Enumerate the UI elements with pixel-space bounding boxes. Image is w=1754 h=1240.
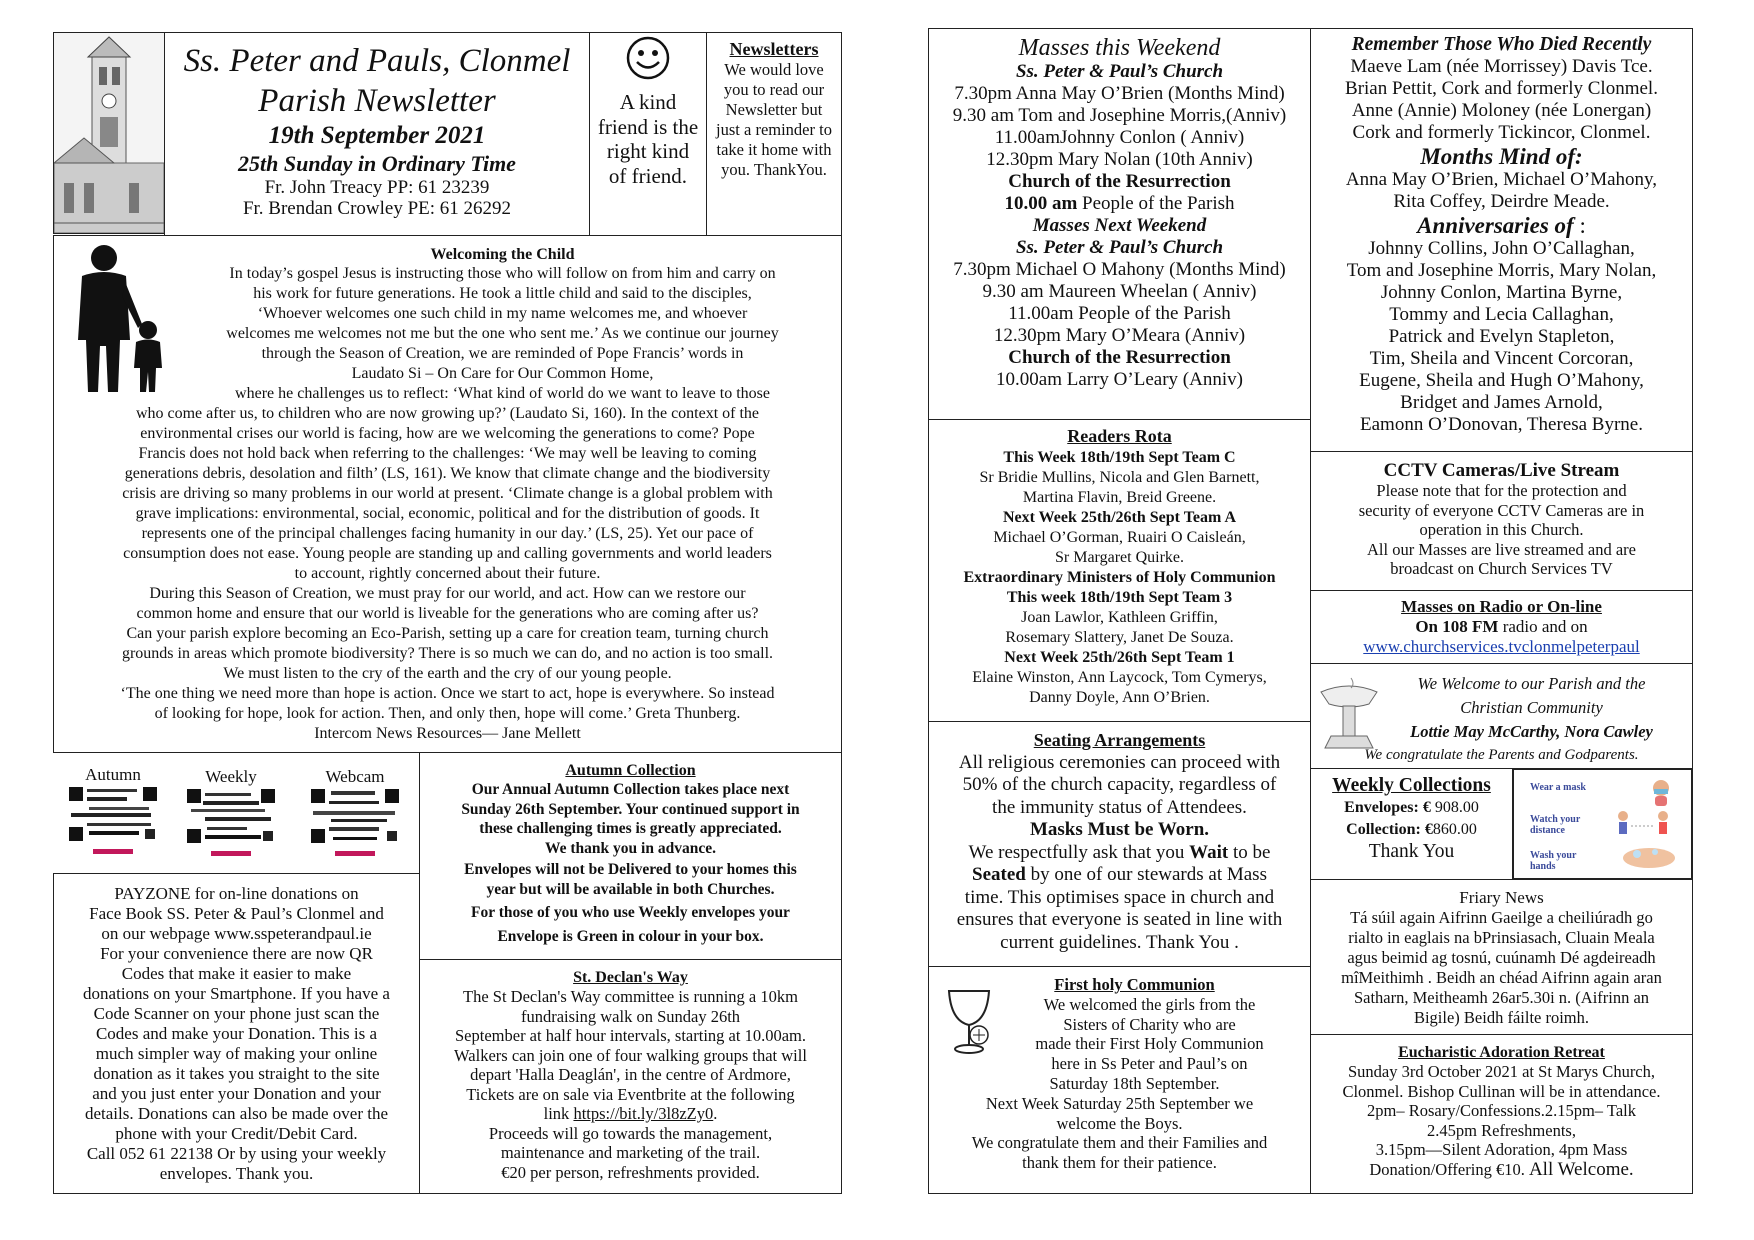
declan-line: Proceeds will go towards the management, — [488, 1123, 773, 1143]
wait-word: Wait — [1189, 841, 1229, 863]
months-mind-line: Rita Coffey, Deirdre Meade. — [1393, 191, 1610, 212]
declan-line: The St Declan's Way committee is running a 10km — [463, 987, 798, 1006]
newsletters-box — [706, 32, 842, 236]
body-line: his work for future generations. He took a little child and said to the disciples, — [253, 285, 752, 302]
qr-code-autumn[interactable] — [67, 785, 159, 843]
payzone-line: and you just enter your Donation and your — [92, 1084, 381, 1103]
mass-entry: 12.30pm Mary O’Meara (Anniv) — [993, 325, 1246, 346]
next-weekend-heading: Masses Next Weekend — [1032, 215, 1207, 236]
payzone-line: donation as it takes you straight to the site — [93, 1064, 380, 1083]
body-line: crisis are driving so many problems in our world at present. ‘Climate change is a global problem with — [122, 485, 773, 502]
seating-line: time. This optimises space in church and — [964, 886, 1275, 908]
body-line: through the Season of Creation, we are reminded of Pope Francis’ words in — [261, 345, 744, 362]
body-line: In today’s gospel Jesus is instructing those who will follow on from him and carry on — [229, 265, 776, 282]
cctv-heading: CCTV Cameras/Live Stream — [1383, 460, 1620, 481]
body-line: environmental crises our world is facing, how are we welcoming the generations to come? Pope — [140, 425, 755, 442]
radio-online-section — [1310, 590, 1693, 664]
radio-text: radio and on — [1498, 617, 1588, 636]
rota-names: Sr Bridie Mullins, Nicola and Glen Barnett, — [979, 468, 1260, 486]
collection-value: 860.00 — [1432, 821, 1477, 838]
baptism-line: We Welcome to our Parish and the — [1417, 674, 1646, 693]
qr-codes-strip — [53, 760, 419, 870]
masses-church1: Ss. Peter & Paul’s Church — [1015, 61, 1224, 82]
communion-line: Next Week Saturday 25th September we — [985, 1093, 1254, 1113]
friary-line: Bigile) Beidh fáilte roimh. — [1413, 1008, 1590, 1027]
body-line: where he challenges us to reflect: ‘What kind of world do we want to leave to those — [235, 385, 770, 402]
baptism-line: Christian Community — [1460, 698, 1603, 717]
masses-section — [928, 28, 1311, 420]
rota-team-heading: This Week 18th/19th Sept Team C — [1003, 448, 1236, 466]
autumn-line: Our Annual Autumn Collection takes place next — [471, 781, 790, 798]
adoration-heading: Eucharistic Adoration Retreat — [1398, 1044, 1605, 1061]
anniversary-line: Bridget and James Arnold, — [1400, 392, 1603, 413]
anniversary-line: Johnny Collins, John O’Callaghan, — [1368, 238, 1635, 259]
qr-label-weekly: Weekly — [205, 767, 257, 786]
remember-deceased-section — [1310, 28, 1693, 452]
declan-line: Walkers can join one of four walking groups that will — [454, 1045, 807, 1065]
first-communion-section — [928, 966, 1311, 1194]
body-line: to account, rightly concerned about their future. — [294, 565, 601, 582]
radio-frequency: On 108 FM — [1415, 617, 1499, 636]
body-line: generations debris, desolation and filth’ (LS, 161). We know that climate change and the biodiversity — [124, 465, 771, 482]
parish-priest: Fr. John Treacy PP: 61 23239 — [264, 177, 490, 198]
seated-word: Seated — [972, 864, 1026, 885]
anniversary-line: Tim, Sheila and Vincent Corcoran, — [1369, 348, 1634, 369]
anniversary-line: Eamonn O’Donovan, Theresa Byrne. — [1360, 414, 1643, 435]
declan-line: €20 per person, refreshments provided. — [501, 1162, 760, 1182]
cctv-section — [1310, 451, 1693, 591]
months-mind-line: Anna May O’Brien, Michael O’Mahony, — [1345, 169, 1658, 190]
qr-label-autumn: Autumn — [85, 765, 141, 784]
autumn-line: For those of you who use Weekly envelopes your — [471, 904, 790, 921]
payzone-line: donations on your Smartphone. If you have a — [83, 984, 390, 1003]
baptism-names: Lottie May McCarthy, Nora Cawley — [1410, 722, 1653, 741]
mass-entry: 11.00amJohnny Conlon ( Anniv) — [994, 127, 1245, 148]
seating-line: the immunity status of Attendees. — [992, 796, 1247, 818]
anniversary-line: Tommy and Lecia Callaghan, — [1389, 304, 1614, 325]
newsletters-text: We would love you to read our Newsletter but just a reminder to take it home with you. ThankYou. — [716, 60, 832, 179]
payzone-line: on our webpage www.sspeterandpaul.ie — [101, 924, 372, 943]
masses-church2: Church of the Resurrection — [1008, 171, 1231, 192]
body-line: represents one of the principal challenges facing humanity in our day.’ (LS, 25). Yet our pace of — [141, 525, 754, 542]
newsletters-heading: Newsletters — [729, 39, 819, 59]
body-line: consumption does not ease. Young people are standing up and calling governments and world leaders — [123, 545, 772, 562]
payzone-line: phone with your Credit/Debit Card. — [115, 1124, 358, 1143]
newsletter-header — [164, 32, 590, 236]
res-next: 10.00am Larry O’Leary (Anniv) — [996, 369, 1243, 390]
masses-church3: Ss. Peter & Paul’s Church — [1015, 237, 1224, 258]
body-line: ‘Whoever welcomes one such child in my name welcomes me, and whoever — [257, 305, 748, 322]
cctv-line: broadcast on Church Services TV — [1390, 559, 1613, 578]
st-declans-way-section — [419, 959, 842, 1194]
envelopes-value: 908.00 — [1430, 799, 1479, 816]
link-suffix: . — [713, 1104, 718, 1123]
rota-team-heading: This week 18th/19th Sept Team 3 — [1006, 588, 1233, 606]
deceased-line: Maeve Lam (née Morrissey) Davis Tce. — [1350, 56, 1653, 77]
payzone-line: much simpler way of making your online — [95, 1044, 378, 1063]
autumn-line: We thank you in advance. — [545, 839, 716, 857]
payzone-line: details. Donations can also be made over the — [84, 1104, 389, 1123]
autumn-collection-section — [419, 752, 842, 960]
seating-text: to be — [1228, 841, 1271, 863]
welcoming-body — [54, 264, 841, 744]
declan-line: depart 'Halla Deaglán', in the centre of Ardmore, — [470, 1065, 791, 1084]
anniv-colon: : — [1573, 213, 1586, 238]
body-line: who come after us, to children who are now growing up?’ (Laudato Si, 160). In the context of the — [135, 405, 760, 422]
friary-line: mîMeithimh . Beidh an chéad Aifrinn again aran — [1341, 968, 1662, 987]
rota-names: Joan Lawlor, Kathleen Griffin, — [1021, 608, 1218, 626]
body-line: Can your parish explore becoming an Eco-Parish, setting up a care for creation team, turning church — [126, 625, 769, 642]
readers-heading: Readers Rota — [1067, 426, 1172, 446]
autumn-heading: Autumn Collection — [565, 762, 696, 779]
smiley-icon — [625, 35, 671, 81]
rota-names: Michael O’Gorman, Ruairi O Caisleán, — [993, 528, 1246, 546]
seating-line: ensures that everyone is seated in line with — [956, 909, 1283, 930]
payzone-section — [53, 873, 420, 1194]
anniversary-line: Johnny Conlon, Martina Byrne, — [1380, 282, 1623, 303]
payzone-line: Codes that make it easier to make — [121, 964, 352, 983]
body-line: During this Season of Creation, we must pray for our world, and act. How can we restore our — [149, 585, 746, 602]
rota-names: Elaine Winston, Ann Laycock, Tom Cymerys, — [972, 668, 1267, 686]
cctv-line: operation in this Church. — [1419, 520, 1584, 539]
adoration-donation: Donation/Offering €10. — [1369, 1159, 1529, 1179]
payzone-badge — [93, 849, 133, 854]
newsletter-title: Parish Newsletter — [258, 83, 496, 119]
welcoming-credit: Intercom News Resources— Jane Mellett — [314, 725, 581, 742]
seating-section — [928, 721, 1311, 967]
friary-line: Tá súil again Aifrinn Gaeilge a cheiliúradh go — [1350, 908, 1653, 927]
seating-line: 50% of the church capacity, regardless of — [962, 774, 1277, 795]
friary-news-section — [1310, 879, 1693, 1035]
communion-line: made their First Holy Communion — [1035, 1034, 1264, 1054]
body-line: ‘The one thing we need more than hope is action. Once we start to act, hope is everywhere. So instead — [120, 685, 775, 702]
envelopes-label: Envelopes: € — [1344, 799, 1431, 816]
eucharistic-adoration-section — [1310, 1034, 1693, 1194]
declan-heading: St. Declan's Way — [573, 969, 688, 986]
months-mind-heading: Months Mind of: — [1420, 144, 1583, 169]
seating-heading: Seating Arrangements — [1033, 730, 1206, 750]
masks-notice: Masks Must be Worn. — [1029, 819, 1210, 840]
seating-text: We respectfully ask that you — [968, 841, 1190, 863]
payzone-badge — [211, 851, 251, 856]
mass-entry: 7.30pm Anna May O’Brien (Months Mind) — [954, 83, 1285, 104]
rota-names: Rosemary Slattery, Janet De Souza. — [1005, 628, 1234, 646]
autumn-line: Sunday 26th September. Your continued support in — [461, 800, 800, 818]
cctv-line: All our Masses are live streamed and are — [1367, 539, 1636, 559]
body-line: common home and ensure that our world is liveable for the generations who are coming after us? — [136, 605, 759, 622]
payzone-line: Codes and make your Donation. This is a — [95, 1024, 378, 1043]
masses-heading: Masses this Weekend — [1018, 35, 1221, 61]
cctv-line: Please note that for the protection and — [1376, 481, 1627, 500]
res-text: People of the Parish — [1077, 193, 1235, 214]
communion-line: Sisters of Charity who are — [1063, 1014, 1236, 1034]
weekly-collections-section — [1310, 768, 1513, 880]
friary-heading: Friary News — [1459, 888, 1544, 907]
rota-team-heading: Next Week 25th/26th Sept Team A — [1002, 508, 1237, 526]
welcoming-heading: Welcoming the Child — [430, 246, 575, 263]
autumn-line: Envelopes will not be Delivered to your homes this — [464, 861, 797, 878]
masses-church4: Church of the Resurrection — [1008, 347, 1231, 368]
autumn-line: Envelope is Green in colour in your box. — [497, 927, 764, 945]
payzone-line: Code Scanner on your phone just scan the — [93, 1004, 380, 1023]
adoration-line: Clonmel. Bishop Cullinan will be in attendance. — [1342, 1081, 1661, 1101]
declan-eventbrite-link[interactable]: https://bit.ly/3l8zZy0 — [573, 1104, 714, 1123]
mass-entry: 12.30pm Mary Nolan (10th Anniv) — [986, 149, 1253, 170]
body-line: grounds in areas which promote biodiversity? There is so much we can do, and no action is too small. — [121, 645, 774, 662]
parish-title: Ss. Peter and Pauls, Clonmel — [183, 43, 571, 79]
remember-heading: Remember Those Who Died Recently — [1351, 34, 1652, 55]
friary-line: Satharn, Meitheamh 26ar5.30i n. (Aifrinn an — [1353, 988, 1650, 1007]
body-line: We must listen to the cry of the earth and the cry of our young people. — [223, 665, 672, 682]
communion-line: here in Ss Peter and Paul’s on — [1051, 1054, 1248, 1074]
adoration-line: 2.45pm Refreshments, — [1427, 1120, 1576, 1140]
qr-label-webcam: Webcam — [325, 767, 385, 786]
anniversary-line: Eugene, Sheila and Hugh O’Mahony, — [1359, 370, 1644, 391]
autumn-line: these challenging times is greatly appreciated. — [479, 820, 782, 837]
rota-names: Danny Doyle, Ann O’Brien. — [1029, 688, 1210, 706]
communion-line: welcome the Boys. — [1056, 1113, 1183, 1133]
payzone-line: For your convenience there are now QR — [100, 944, 373, 963]
mass-entry: 7.30pm Michael O Mahony (Months Mind) — [953, 259, 1286, 280]
seating-text: by one of our stewards at Mass — [1025, 864, 1267, 885]
mass-entry: 9.30 am Maureen Wheelan ( Anniv) — [982, 281, 1257, 302]
church-services-link[interactable]: www.churchservices.tvclonmelpeterpaul — [1363, 637, 1640, 656]
church-tower-illustration — [54, 33, 164, 233]
body-line: Francis does not hold back when referring to the challenges: ‘We may well be leaving to coming — [138, 445, 757, 462]
friend-quote-box — [589, 32, 707, 236]
deceased-line: Anne (Annie) Moloney (née Lonergan) — [1351, 100, 1652, 121]
collections-heading: Weekly Collections — [1332, 775, 1491, 796]
radio-heading: Masses on Radio or On-line — [1401, 597, 1602, 616]
payzone-line: PAYZONE for on-line donations on — [114, 884, 359, 903]
mass-entry: 11.00am People of the Parish — [1008, 303, 1231, 324]
adoration-line: 2pm– Rosary/Confessions.2.15pm– Talk — [1367, 1101, 1636, 1120]
friend-quote: A kind friend is the right kind of friend. — [597, 90, 699, 188]
anniversary-line: Tom and Josephine Morris, Mary Nolan, — [1346, 260, 1657, 281]
body-line: welcomes me welcomes not me but the one who sent me.’ As we continue our journey — [226, 325, 779, 342]
baptism-congrats: We congratulate the Parents and Godparents. — [1364, 747, 1639, 763]
payzone-line: envelopes. Thank you. — [159, 1164, 314, 1183]
rota-team-heading: Extraordinary Ministers of Holy Communion — [963, 568, 1276, 586]
declan-line: maintenance and marketing of the trail. — [500, 1143, 761, 1162]
baptism-welcome-section — [1310, 663, 1693, 769]
liturgical-sunday: 25th Sunday in Ordinary Time — [238, 151, 516, 176]
declan-line: September at half hour intervals, starting at 10.00am. — [455, 1026, 806, 1045]
mass-entry: 9.30 am Tom and Josephine Morris,(Anniv) — [952, 105, 1287, 126]
communion-line: thank them for their patience. — [1022, 1153, 1217, 1173]
declan-line: Tickets are on sale via Eventbrite at the following — [466, 1084, 795, 1104]
body-line: Laudato Si – On Care for Our Common Home, — [351, 365, 654, 382]
church-image — [53, 32, 165, 234]
safety-illustration — [1609, 774, 1689, 874]
newsletter-date: 19th September 2021 — [268, 122, 486, 149]
poster-text: Watch your distance — [1530, 814, 1581, 836]
body-line: of looking for hope, look for action. Then, and only then, hope will come.’ Greta Thunberg. — [154, 705, 741, 722]
friary-line: agus beimid ag tosnú, cuúnamh Dé agdeireadh — [1347, 948, 1656, 967]
poster-text: Wear a mask — [1530, 782, 1586, 793]
all-welcome: All Welcome. — [1528, 1158, 1634, 1180]
seating-line: All religious ceremonies can proceed with — [958, 751, 1281, 773]
rota-team-heading: Next Week 25th/26th Sept Team 1 — [1004, 648, 1235, 666]
rota-names: Sr Margaret Quirke. — [1055, 548, 1184, 566]
poster-text: Wash your hands — [1530, 850, 1577, 872]
welcoming-child-section — [53, 235, 842, 753]
rota-names: Martina Flavin, Breid Greene. — [1022, 488, 1217, 506]
res-time: 10.00 am — [1004, 193, 1078, 214]
qr-code-webcam[interactable] — [309, 787, 401, 845]
autumn-line: year but will be available in both Churches. — [486, 880, 775, 898]
body-line: grave implications: environmental, social, economic, political and for the distribution of goods. It — [135, 505, 760, 522]
communion-line: We congratulate them and their Families and — [971, 1133, 1268, 1153]
friary-line: rialto in eaglais na bPrinsiasach, Cluain Meala — [1348, 928, 1655, 947]
adoration-line: Sunday 3rd October 2021 at St Marys Church, — [1347, 1062, 1656, 1081]
deceased-line: Brian Pettit, Cork and formerly Clonmel. — [1345, 78, 1658, 99]
adoration-line: 3.15pm—Silent Adoration, 4pm Mass — [1375, 1140, 1628, 1159]
payzone-line: Face Book SS. Peter & Paul’s Clonmel and — [89, 904, 384, 923]
covid-safety-poster — [1512, 768, 1693, 880]
communion-line: Saturday 18th September. — [1049, 1073, 1220, 1093]
deceased-line: Cork and formerly Tickincor, Clonmel. — [1352, 122, 1651, 143]
payzone-line: Call 052 61 22138 Or by using your weekly — [86, 1144, 387, 1163]
cctv-line: security of everyone CCTV Cameras are in — [1358, 500, 1645, 520]
qr-code-weekly[interactable] — [185, 787, 277, 845]
payzone-badge — [335, 851, 375, 856]
communion-line: We welcomed the girls from the — [1043, 994, 1256, 1014]
communion-heading: First holy Communion — [1054, 975, 1215, 994]
collection-label: Collection: € — [1346, 821, 1433, 838]
readers-rota-section — [928, 419, 1311, 722]
link-prefix: link — [543, 1104, 574, 1123]
declan-line: fundraising walk on Sunday 26th — [520, 1006, 741, 1026]
anniversaries-heading: Anniversaries of — [1417, 213, 1574, 238]
collections-thanks: Thank You — [1368, 841, 1455, 862]
seating-line: current guidelines. Thank You . — [1000, 931, 1239, 953]
parish-emeritus: Fr. Brendan Crowley PE: 61 26292 — [242, 198, 512, 219]
anniversary-line: Patrick and Evelyn Stapleton, — [1388, 326, 1615, 347]
